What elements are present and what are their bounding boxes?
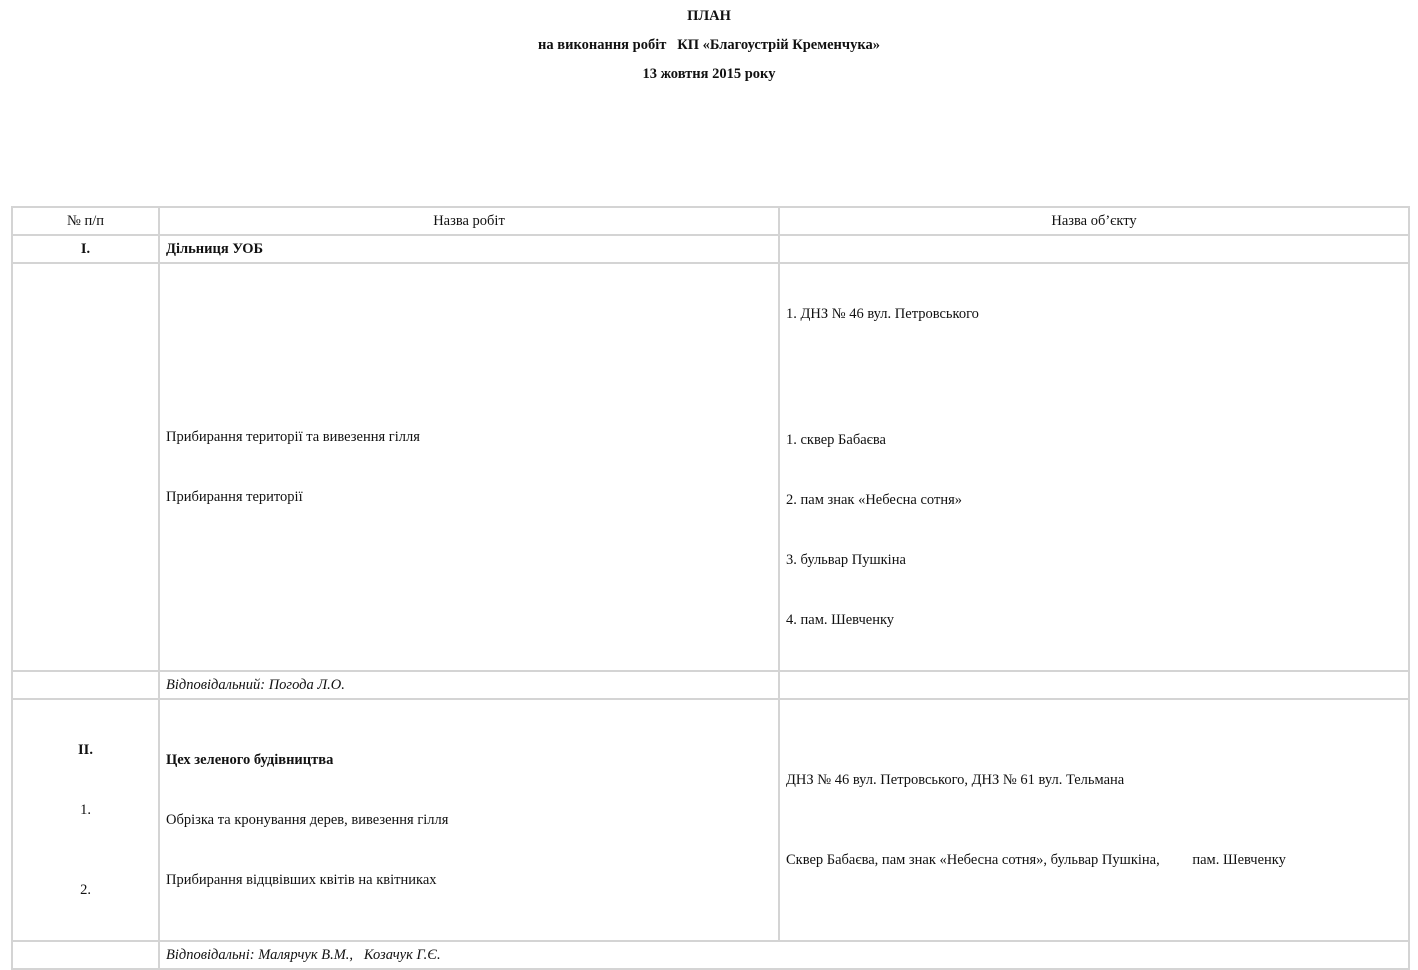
section1-works-cell [159, 263, 779, 671]
spacer [786, 364, 1402, 390]
section1-empty-cell [779, 235, 1409, 263]
section1-object-item: 2. пам знак «Небесна сотня» [786, 492, 962, 508]
section2-responsible-number-cell [12, 941, 159, 969]
section2-number-cell [12, 699, 159, 941]
section1-object-item: 1. сквер Бабаєва [786, 432, 886, 448]
section1-header-row [12, 235, 1409, 263]
section2-item-number: 2. [80, 882, 91, 898]
table-header-row [12, 207, 1409, 235]
section1-object-item: 3. бульвар Пушкіна [786, 552, 906, 568]
section1-number: І. [12, 235, 159, 263]
column-header-object-name: Назва об’єкту [779, 207, 1409, 235]
section2-name: Цех зеленого будівництва [166, 752, 334, 768]
section1-object-item: 1. ДНЗ № 46 вул. Петровського [786, 306, 979, 322]
section2-responsible: Відповідальні: Малярчук В.М., Козачук Г.Є. [159, 941, 1409, 969]
section1-responsible-empty-cell [779, 671, 1409, 699]
section2-responsible-row [12, 941, 1409, 969]
section2-works-cell [159, 699, 779, 941]
document-title: ПЛАН [687, 8, 731, 24]
section1-object-item: 4. пам. Шевченку [786, 612, 895, 628]
section2-row [12, 699, 1409, 941]
section1-responsible: Відповідальний: Погода Л.О. [159, 671, 779, 699]
section1-responsible-row [12, 671, 1409, 699]
section1-objects-cell [779, 263, 1409, 671]
plan-table [11, 206, 1410, 970]
section2-work-item: Прибирання відцвівших квітів на квітниках [166, 872, 437, 888]
section2-object-item: Сквер Бабаєва, пам знак «Небесна сотня», бульвар Пушкіна, пам. Шевченку [786, 852, 1286, 868]
document-date: 13 жовтня 2015 року [642, 66, 776, 82]
section1-name: Дільниця УОБ [159, 235, 779, 263]
section2-work-item: Обрізка та кронування дерев, вивезення гілля [166, 812, 449, 828]
section1-responsible-number-cell [12, 671, 159, 699]
document-subtitle: на виконання робіт КП «Благоустрій Кременчука» [538, 37, 880, 53]
section1-works-number-cell [12, 263, 159, 671]
column-header-number: № п/п [12, 207, 159, 235]
section2-objects-cell [779, 699, 1409, 941]
section2-number: ІІ. [78, 742, 93, 758]
section2-item-number: 1. [80, 802, 91, 818]
section1-work-item: Прибирання території [166, 489, 303, 505]
column-header-work-name: Назва робіт [159, 207, 779, 235]
section1-work-item: Прибирання території та вивезення гілля [166, 429, 420, 445]
section2-object-item: ДНЗ № 46 вул. Петровського, ДНЗ № 61 вул. Тельмана [786, 772, 1125, 788]
section1-works-row [12, 263, 1409, 671]
